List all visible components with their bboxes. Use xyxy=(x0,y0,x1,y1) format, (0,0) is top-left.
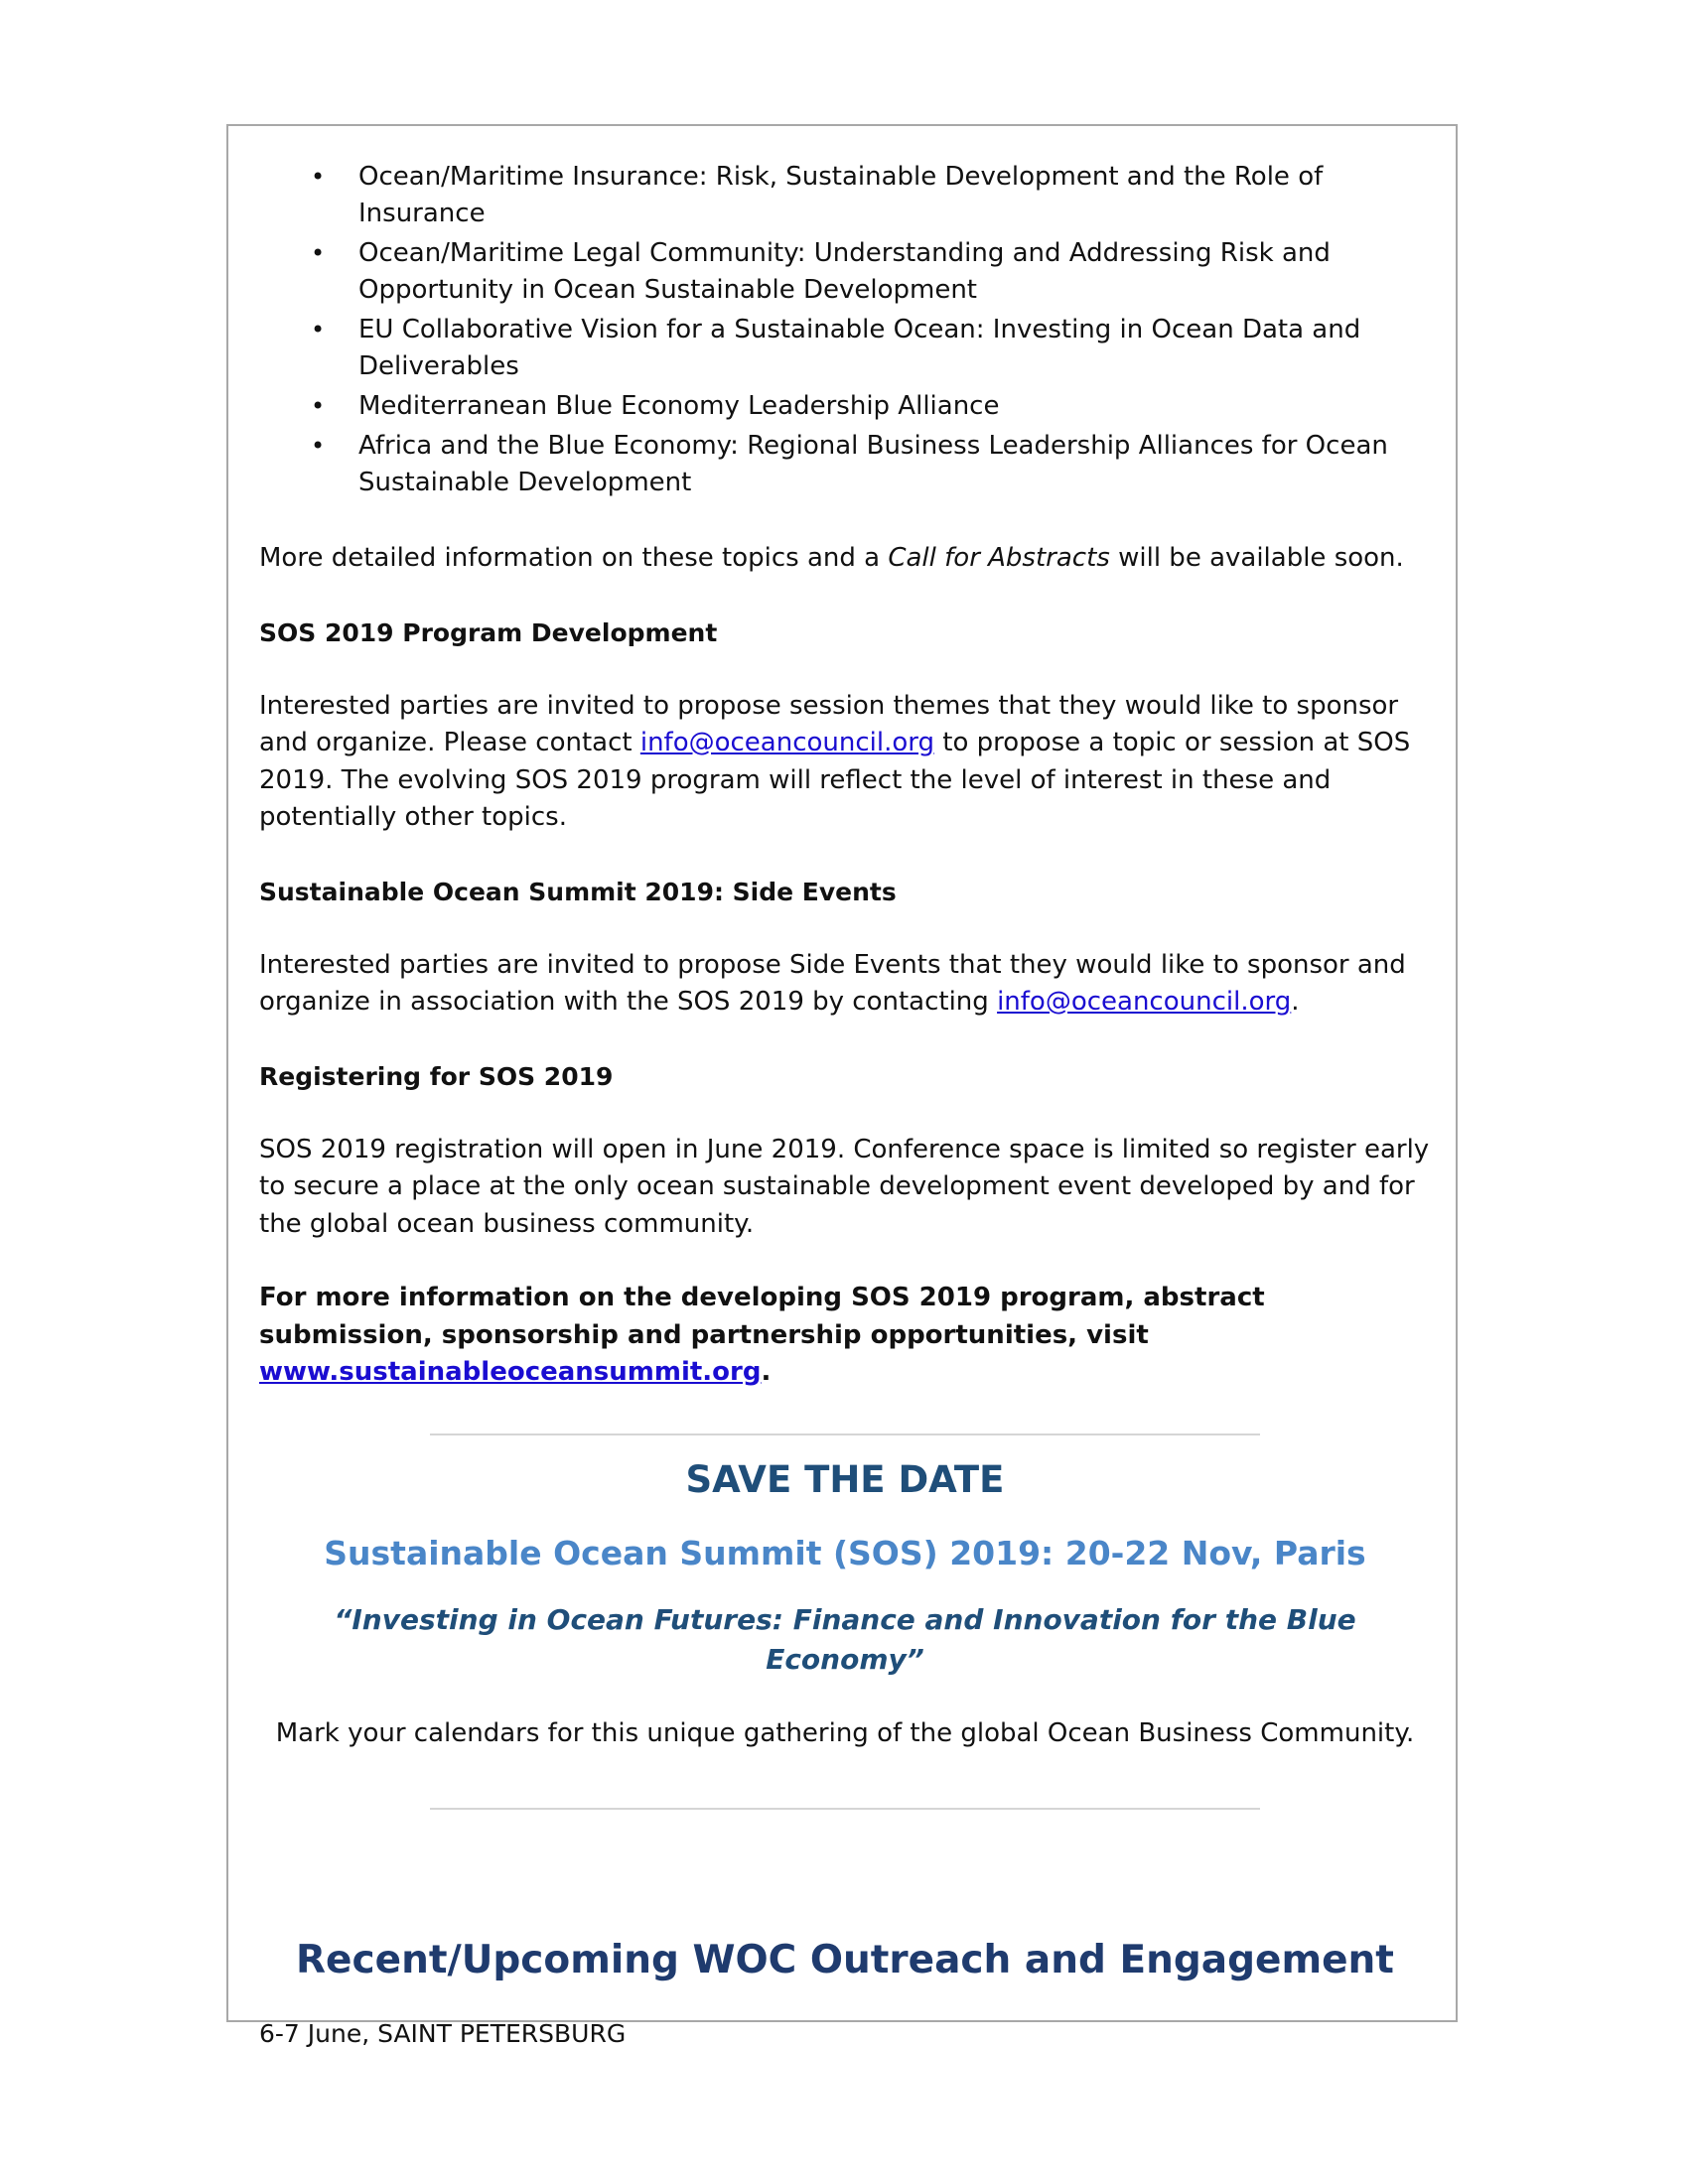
topic-item: • EU Collaborative Vision for a Sustainable Ocean: Investing in Ocean Data and Deliverables xyxy=(259,312,1421,385)
bullet-icon: • xyxy=(311,239,326,267)
outreach-title: Recent/Upcoming WOC Outreach and Engagement xyxy=(296,1938,1394,1982)
topic-item: • Africa and the Blue Economy: Regional Business Leadership Alliances for Ocean Sustainable Development xyxy=(259,428,1421,501)
registering-heading: Registering for SOS 2019 xyxy=(259,1061,614,1091)
save-the-date-title: SAVE THE DATE xyxy=(685,1457,1005,1501)
side-events-heading: Sustainable Ocean Summit 2019: Side Events xyxy=(259,877,897,906)
summit-event-title: Sustainable Ocean Summit (SOS) 2019: 20-22 Nov, Paris xyxy=(324,1533,1366,1572)
program-heading: SOS 2019 Program Development xyxy=(259,617,718,647)
topic-item: • Ocean/Maritime Insurance: Risk, Sustainable Development and the Role of Insurance xyxy=(259,159,1421,232)
bullet-icon: • xyxy=(311,316,326,343)
topic-item: • Ocean/Maritime Legal Community: Understanding and Addressing Risk and Opportunity in Ocean Sustainable Development xyxy=(259,235,1421,309)
registering-paragraph: SOS 2019 registration will open in June 2019. Conference space is limited so register early to secure a place at the only ocean sustainable development event developed by and for the global ocean business community. xyxy=(259,1134,1430,1239)
summit-website-link[interactable]: www.sustainableoceansummit.org xyxy=(259,1357,762,1387)
bullet-icon: • xyxy=(311,392,326,420)
page-frame xyxy=(226,124,1458,2048)
side-events-paragraph: Interested parties are invited to propose Side Events that they would like to sponsor and organize in association with the SOS 2019 by contacting info@oceancouncil.org. xyxy=(259,949,1406,1017)
more-info-paragraph: For more information on the developing SOS 2019 program, abstract submission, sponsorship and partnership opportunities, visit www.sustainableoceansummit.org. xyxy=(259,1283,1265,1387)
newsletter-content xyxy=(259,159,1431,2052)
calendar-note: Mark your calendars for this unique gathering of the global Ocean Business Community. xyxy=(275,1717,1415,1748)
program-email-link[interactable]: info@oceancouncil.org xyxy=(639,728,935,757)
outreach-item: 6-7 June, SAINT PETERSBURG xyxy=(259,2019,627,2048)
summit-theme-quote: “Investing in Ocean Futures: Finance and Innovation for the Blue Economy” xyxy=(334,1602,1356,1676)
program-paragraph: Interested parties are invited to propose session themes that they would like to sponsor and organize. Please contact info@oceancouncil.org to propose a topic or session at SOS 2019. The evolving SOS 2019 program will reflect the level of interest in these and potentially other topics. xyxy=(259,690,1411,832)
bullet-icon: • xyxy=(311,432,326,460)
side-events-email-link[interactable]: info@oceancouncil.org xyxy=(997,987,1292,1017)
topic-list xyxy=(259,159,1431,501)
bullet-icon: • xyxy=(311,163,326,191)
topic-item: • Mediterranean Blue Economy Leadership Alliance xyxy=(259,388,1421,425)
intro-paragraph: More detailed information on these topics and a Call for Abstracts will be available soon. xyxy=(259,543,1404,573)
call-for-abstracts: Call for Abstracts xyxy=(888,543,1110,573)
